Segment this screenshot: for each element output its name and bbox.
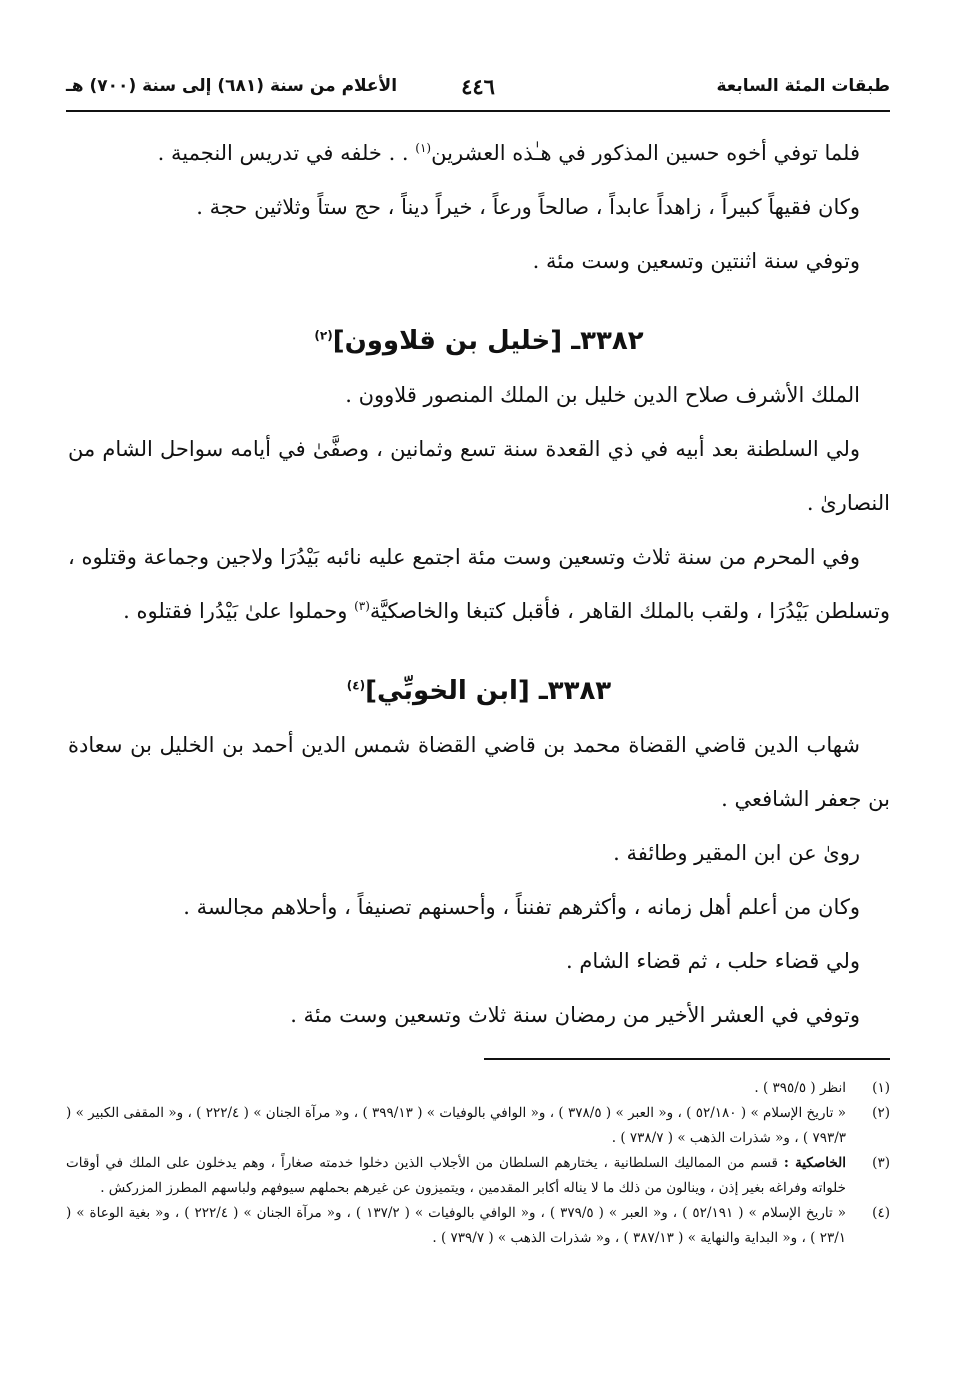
running-head bbox=[66, 74, 890, 102]
footnotes bbox=[66, 1076, 890, 1251]
footnote-ref[interactable]: (٢) bbox=[314, 328, 333, 343]
entry-heading-3383: ٣٣٨٣ـ [ابن الخوبِّي]$^{(٤)}$ bbox=[346, 676, 612, 706]
paragraph: ولي السلطنة بعد أبيه في ذي القعدة سنة تسع وثمانين ، وصفَّىٰ في أيامه سواحل الشام من النصارىٰ . bbox=[68, 437, 890, 515]
entry-heading-3382: ٣٣٨٢ـ [خليل بن قلاوون]$^{(٢)}$ bbox=[314, 326, 644, 356]
footnote-term: الخاصكية : bbox=[783, 1155, 846, 1171]
footnote-3 bbox=[66, 1151, 890, 1201]
footnote-number: (١) bbox=[872, 1080, 890, 1096]
footnote-text: « تاريخ الإسلام » ( ٥٢/١٩١ ) ، و« العبر » ( ٣٧٩/٥ ) ، و« الوافي بالوفيات » ( ١٣٧/٢ ) ، و« مرآة الجنان » ( ٢٢٢/٤ ) ، و« بغية الوعاة » ( ٢٣/١ ) ، و« البداية والنهاية » ( ٣٨٧/١٣ ) ، و« شذرات الذهب » ( ٧٣٩/٧ ) . bbox=[66, 1205, 846, 1246]
footnote-text: قسم من المماليك السلطانية ، يختارهم السلطان من الأجلاب الذين دخلوا خدمته صغاراً ، وهم يدخلون على الملك في أوقات خلواته وفراغه بغير إذن ، وينالون من ذلك ما لا يناله أكابر المقدمين ، ويتميزون عن غيرهم بحملهم سيوفهم ولباسهم المطرز المزركش . bbox=[66, 1155, 846, 1196]
footnote-number: (٢) bbox=[872, 1105, 890, 1121]
paragraph: فلما توفي أخوه حسين المذكور في هـٰذه العشرين$^{(١)}$ . . خلفه في تدريس النجمية . bbox=[157, 141, 860, 165]
footnote-number: (٤) bbox=[872, 1205, 890, 1221]
footnote-text: انظر ( ٣٩٥/٥ ) . bbox=[754, 1080, 846, 1096]
running-head-period: الأعلام من سنة (٦٨١) إلى سنة (٧٠٠) هـ bbox=[66, 76, 398, 96]
paragraph: وكان فقيهاً كبيراً ، زاهداً عابداً ، صالحاً ورعاً ، خيراً ديناً ، حج ستاً وثلاثين حجة . bbox=[196, 195, 860, 219]
paragraph: وفي المحرم من سنة ثلاث وتسعين وست مئة اجتمع عليه نائبه بَيْدُرَا ولاجين وجماعة وقتلوه ، وتسلطن بَيْدُرَا ، ولقب بالملك القاهر ، فأقبل كتبغا والخاصكيَّة$^{(٣)}$ وحملوا علىٰ بَيْدُرا فقتلوه . bbox=[68, 545, 890, 623]
paragraph: ولي قضاء حلب ، ثم قضاء الشام . bbox=[565, 949, 860, 973]
footnote-text: « تاريخ الإسلام » ( ٥٢/١٨٠ ) ، و« العبر » ( ٣٧٨/٥ ) ، و« الوافي بالوفيات » ( ٣٩٩/١٣ ) ، و« مرآة الجنان » ( ٢٢٢/٤ ) ، و« المقفى الكبير » ( ٧٩٣/٣ ) ، و« شذرات الذهب » ( ٧٣٨/٧ ) . bbox=[66, 1105, 847, 1146]
footnote-number: (٣) bbox=[872, 1155, 890, 1171]
paragraph: وكان من أعلم أهل زمانه ، وأكثرهم تفنناً ، وأحسنهم تصنيفاً ، وأحلاهم مجالسة . bbox=[183, 895, 860, 919]
page-number: ٤٤٦ bbox=[461, 74, 495, 99]
footnote-1 bbox=[66, 1076, 890, 1101]
footnote-divider bbox=[484, 1058, 890, 1060]
running-head-section-title: طبقات المئة السابعة bbox=[716, 76, 890, 96]
footnote-4 bbox=[66, 1201, 890, 1251]
header-divider bbox=[66, 110, 890, 112]
footnote-ref[interactable]: (١) bbox=[415, 141, 432, 155]
paragraph: الملك الأشرف صلاح الدين خليل بن الملك المنصور قلاوون . bbox=[345, 383, 860, 407]
paragraph: وتوفي في العشر الأخير من رمضان سنة ثلاث وتسعين وست مئة . bbox=[290, 1003, 860, 1027]
footnote-2 bbox=[66, 1101, 890, 1151]
main-text bbox=[68, 126, 890, 1042]
paragraph: شهاب الدين قاضي القضاة محمد بن قاضي القضاة شمس الدين أحمد بن الخليل بن سعادة بن جعفر الشافعي . bbox=[68, 733, 890, 811]
footnote-ref[interactable]: (٣) bbox=[354, 599, 370, 613]
footnote-ref[interactable]: (٤) bbox=[346, 678, 366, 693]
paragraph: وتوفي سنة اثنتين وتسعين وست مئة . bbox=[532, 249, 860, 273]
paragraph: روىٰ عن ابن المقير وطائفة . bbox=[613, 841, 860, 865]
